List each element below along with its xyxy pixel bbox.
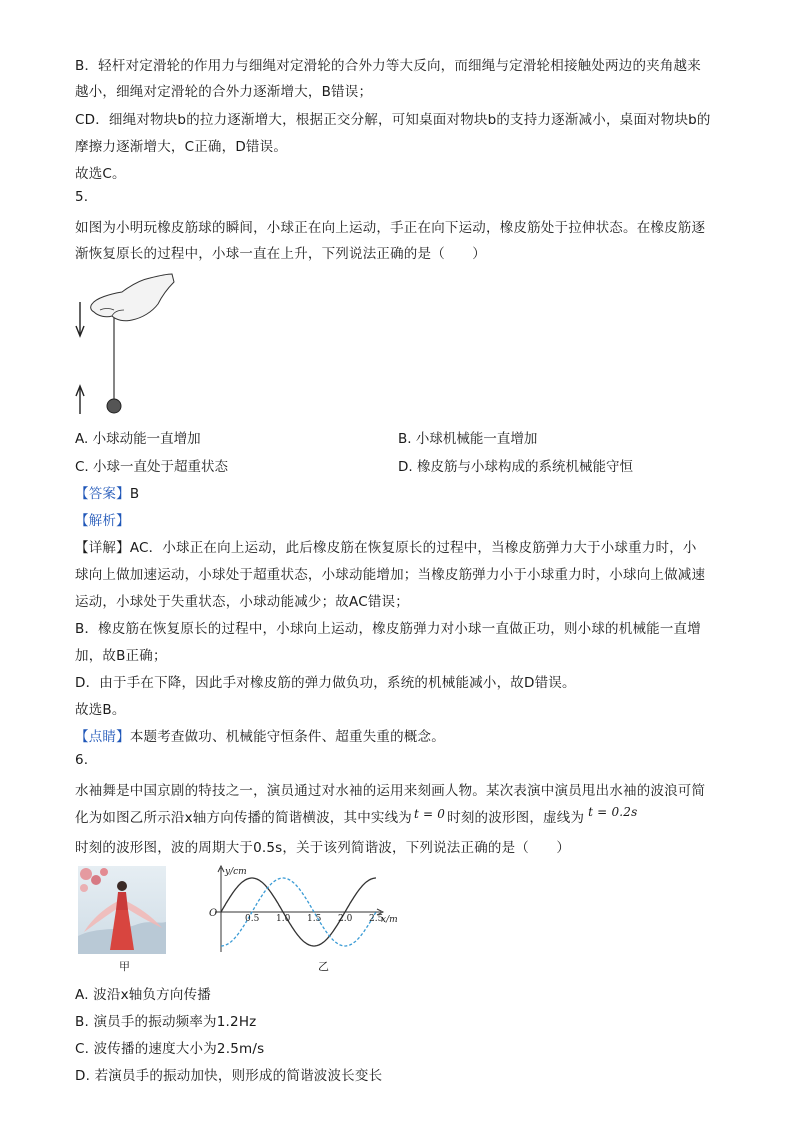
detail-line xyxy=(75,536,697,556)
dancer-photo xyxy=(78,866,166,954)
y-axis-label: y/cm xyxy=(225,867,247,877)
comment-line xyxy=(75,725,445,745)
option-a: A. 小球动能一直增加 xyxy=(75,431,201,447)
stem-text: 时刻的波形图，虚线为 xyxy=(447,810,585,826)
option-c: C. 小球一直处于超重状态 xyxy=(75,459,229,475)
detail-line: 运动，小球处于失重状态，小球动能减少；故AC错误； xyxy=(75,594,409,610)
detail-line: D．由于手在下降，因此手对橡皮筋的弹力做负功，系统的机械能减小，故D错误。 xyxy=(75,675,576,691)
answer-line xyxy=(75,482,139,502)
question-number: 6. xyxy=(75,752,89,768)
option-d: D. 橡皮筋与小球构成的系统机械能守恒 xyxy=(398,459,633,475)
option-d: D. 若演员手的振动加快，则形成的简谐波波长变长 xyxy=(75,1068,383,1084)
answer-tag: 【答案】 xyxy=(75,486,130,502)
question-stem: 水袖舞是中国京剧的特技之一，演员通过对水袖的运用来刻画人物。某次表演中演员甩出水袖的波浪可简 xyxy=(75,783,706,799)
x-axis-label: x/m xyxy=(381,915,398,925)
question-stem: 渐恢复原长的过程中，小球一直在上升，下列说法正确的是（ ） xyxy=(75,246,486,262)
wave-graph xyxy=(205,862,405,954)
ball xyxy=(107,399,121,413)
option-b: B. 演员手的振动频率为1.2Hz xyxy=(75,1014,257,1030)
option-c: C. 波传播的速度大小为2.5m/s xyxy=(75,1041,265,1057)
comment-text: 本题考查做功、机械能守恒条件、超重失重的概念。 xyxy=(129,729,445,745)
solution-line: 摩擦力逐渐增大，C正确，D错误。 xyxy=(75,139,288,155)
question-stem: 如图为小明玩橡皮筋球的瞬间，小球正在向上运动，手正在向下运动，橡皮筋处于拉伸状态。在橡皮筋逐 xyxy=(75,220,706,236)
stem-text: 化为如图乙所示沿x轴方向传播的简谐横波，其中实线为 xyxy=(75,810,412,826)
origin-label: O xyxy=(209,908,218,919)
solution-line: B．轻杆对定滑轮的作用力与细绳对定滑轮的合外力等大反向，而细绳与定滑轮相接触处两边的夹角越来 xyxy=(75,58,701,74)
x-tick-label: 1.5 xyxy=(307,914,322,924)
x-tick-label: 0.5 xyxy=(245,914,260,924)
hand-ball-figure xyxy=(70,268,180,418)
hand-illustration xyxy=(91,274,174,321)
time-t1: t = 0.2s xyxy=(588,805,638,819)
x-tick-labels xyxy=(245,914,384,924)
option-b: B. 小球机械能一直增加 xyxy=(398,431,538,447)
time-t0: t = 0 xyxy=(414,807,446,821)
detail-tag: 【详解】 xyxy=(75,540,130,556)
comment-tag: 【点睛】 xyxy=(75,729,130,745)
question-stem: 时刻的波形图，波的周期大于0.5s，关于该列简谐波，下列说法正确的是（ ） xyxy=(75,840,571,856)
answer-value: B xyxy=(129,486,140,502)
x-tick-label: 1.0 xyxy=(276,914,291,924)
analysis-label: 【解析】 xyxy=(75,513,130,529)
analysis-tag xyxy=(75,509,130,529)
question-stem xyxy=(75,806,638,826)
x-tick-label: 2.5 xyxy=(369,914,384,924)
question-number: 5. xyxy=(75,189,89,205)
detail-line: B．橡皮筋在恢复原长的过程中，小球向上运动，橡皮筋弹力对小球一直做正功，则小球的机械能一直增 xyxy=(75,621,701,637)
x-tick-label: 2.0 xyxy=(338,914,353,924)
solution-line: 故选C。 xyxy=(75,166,126,182)
conclusion-line: 故选B。 xyxy=(75,702,126,718)
detail-line: 加，故B正确； xyxy=(75,648,167,664)
option-a: A. 波沿x轴负方向传播 xyxy=(75,987,211,1003)
solution-line: CD．细绳对物块b的拉力逐渐增大，根据正交分解，可知桌面对物块b的支持力逐渐减小，桌面对物块b的 xyxy=(75,112,711,128)
detail-text: AC．小球正在向上运动，此后橡皮筋在恢复原长的过程中，当橡皮筋弹力大于小球重力时，小 xyxy=(129,540,697,556)
detail-line: 球向上做加速运动，小球处于超重状态，小球动能增加；当橡皮筋弹力小于小球重力时，小球向上做减速 xyxy=(75,567,706,583)
figure-label-jia: 甲 xyxy=(119,960,130,973)
figure-label-yi: 乙 xyxy=(318,960,329,973)
solution-line: 越小，细绳对定滑轮的合外力逐渐增大，B错误； xyxy=(75,84,373,100)
